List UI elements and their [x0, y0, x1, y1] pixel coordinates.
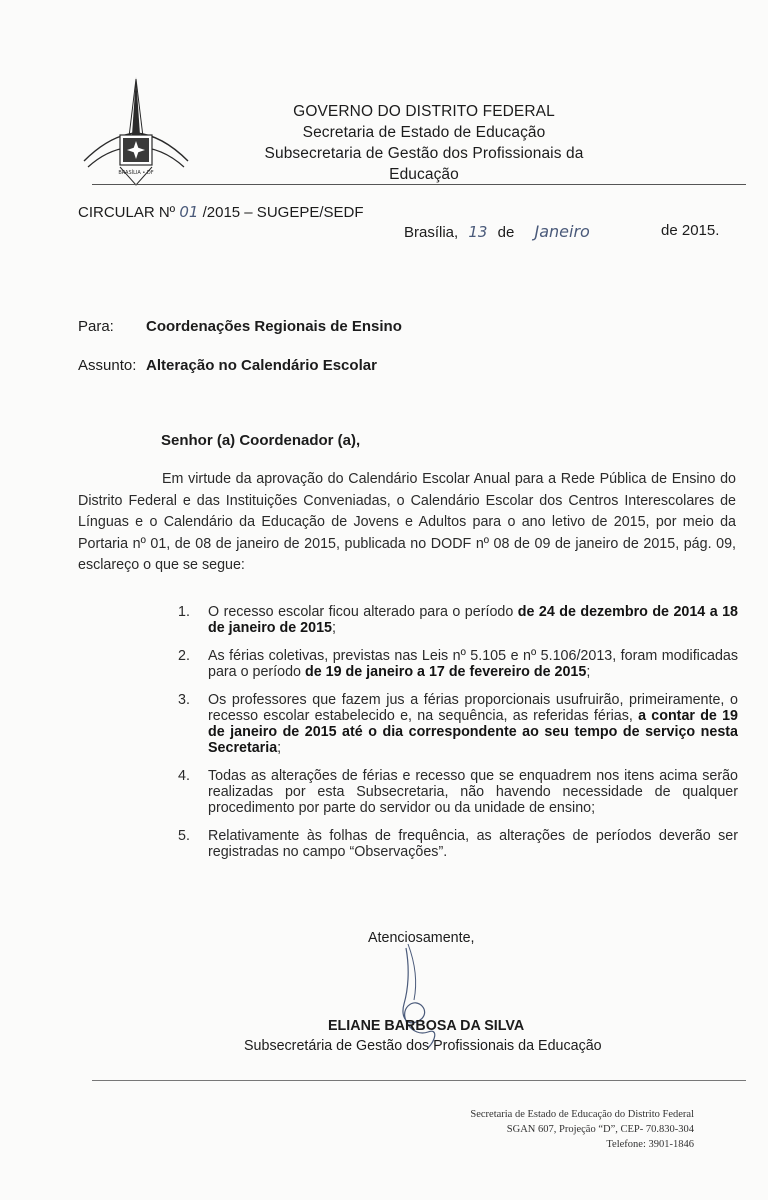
items-list: [178, 604, 738, 872]
assunto-value: Alteração no Calendário Escolar: [146, 357, 377, 374]
date-year: de 2015.: [661, 222, 720, 239]
list-item: 4. Todas as alterações de férias e recesso que se enquadrem nos itens acima serão realizadas por esta Subsecretaria, não havendo necessidade de qualquer procedimento por parte do servidor ou da unidade de ensino;: [178, 768, 738, 816]
date-month-handwritten: Janeiro: [534, 222, 590, 241]
header-subsecretariat: Subsecretaria de Gestão dos Profissionais da Educação: [264, 145, 584, 183]
para-label: Para:: [78, 318, 114, 335]
salutation: Senhor (a) Coordenador (a),: [161, 432, 361, 449]
footer-phone: Telefone: 3901-1846: [606, 1139, 694, 1150]
body-paragraph-text: Em virtude da aprovação do Calendário Escolar Anual para a Rede Pública de Ensino do Distrito Federal e das Instituições Conveniadas, o Calendário Escolar dos Centros Interescolares de Línguas e o Calendário da Educação de Jovens e Adultos para o ano letivo de 2015, por meio da Portaria nº 01, de 08 de janeiro de 2015, publicada no DODF nº 08 de 09 de janeiro de 2015, pág. 09, esclareço o que se segue:: [78, 471, 736, 573]
gdf-coat-of-arms-logo: [80, 75, 192, 187]
footer-institution: Secretaria de Estado de Educação do Distrito Federal: [470, 1109, 694, 1120]
list-item: 2. As férias coletivas, previstas nas Leis nº 5.105 e nº 5.106/2013, foram modificadas para o período de 19 de janeiro a 17 de fevereiro de 2015;: [178, 648, 738, 680]
list-item: 1. O recesso escolar ficou alterado para o período de 24 de dezembro de 2014 a 18 de janeiro de 2015;: [178, 604, 738, 636]
date-line: [404, 222, 590, 241]
date-city: Brasília,: [404, 224, 459, 241]
assunto-label: Assunto:: [78, 357, 137, 374]
footer-address: SGAN 607, Projeção “D”, CEP- 70.830-304: [506, 1124, 694, 1135]
circular-prefix: CIRCULAR Nº: [78, 204, 176, 221]
header-secretariat: Secretaria de Estado de Educação: [302, 124, 546, 141]
list-item: 5. Relativamente às folhas de frequência, as alterações de períodos deverão ser registradas no campo “Observações”.: [178, 828, 738, 860]
circular-reference: [78, 203, 364, 221]
signer-name: ELIANE BARBOSA DA SILVA: [328, 1018, 525, 1034]
date-de: de: [497, 224, 515, 241]
closing: Atenciosamente,: [368, 930, 475, 946]
signer-role: Subsecretária de Gestão dos Profissionais da Educação: [244, 1038, 602, 1054]
list-item: 3. Os professores que fazem jus a férias proporcionais usufruirão, primeiramente, o recesso escolar estabelecido e, na sequência, as referidas férias, a contar de 19 de janeiro de 2015 até o dia correspondente ao seu tempo de serviço nesta Secretaria;: [178, 692, 738, 756]
circular-suffix: /2015 – SUGEPE/SEDF: [202, 204, 364, 221]
svg-text:BRASÍLIA • DF: BRASÍLIA • DF: [118, 170, 154, 176]
footer-divider: [92, 1080, 746, 1081]
para-value: Coordenações Regionais de Ensino: [146, 318, 402, 335]
header-government: GOVERNO DO DISTRITO FEDERAL: [293, 103, 555, 120]
body-paragraph: [78, 469, 736, 577]
date-day-handwritten: 13: [468, 223, 488, 241]
header-divider: [92, 184, 746, 185]
circular-number-handwritten: 01: [179, 203, 199, 221]
